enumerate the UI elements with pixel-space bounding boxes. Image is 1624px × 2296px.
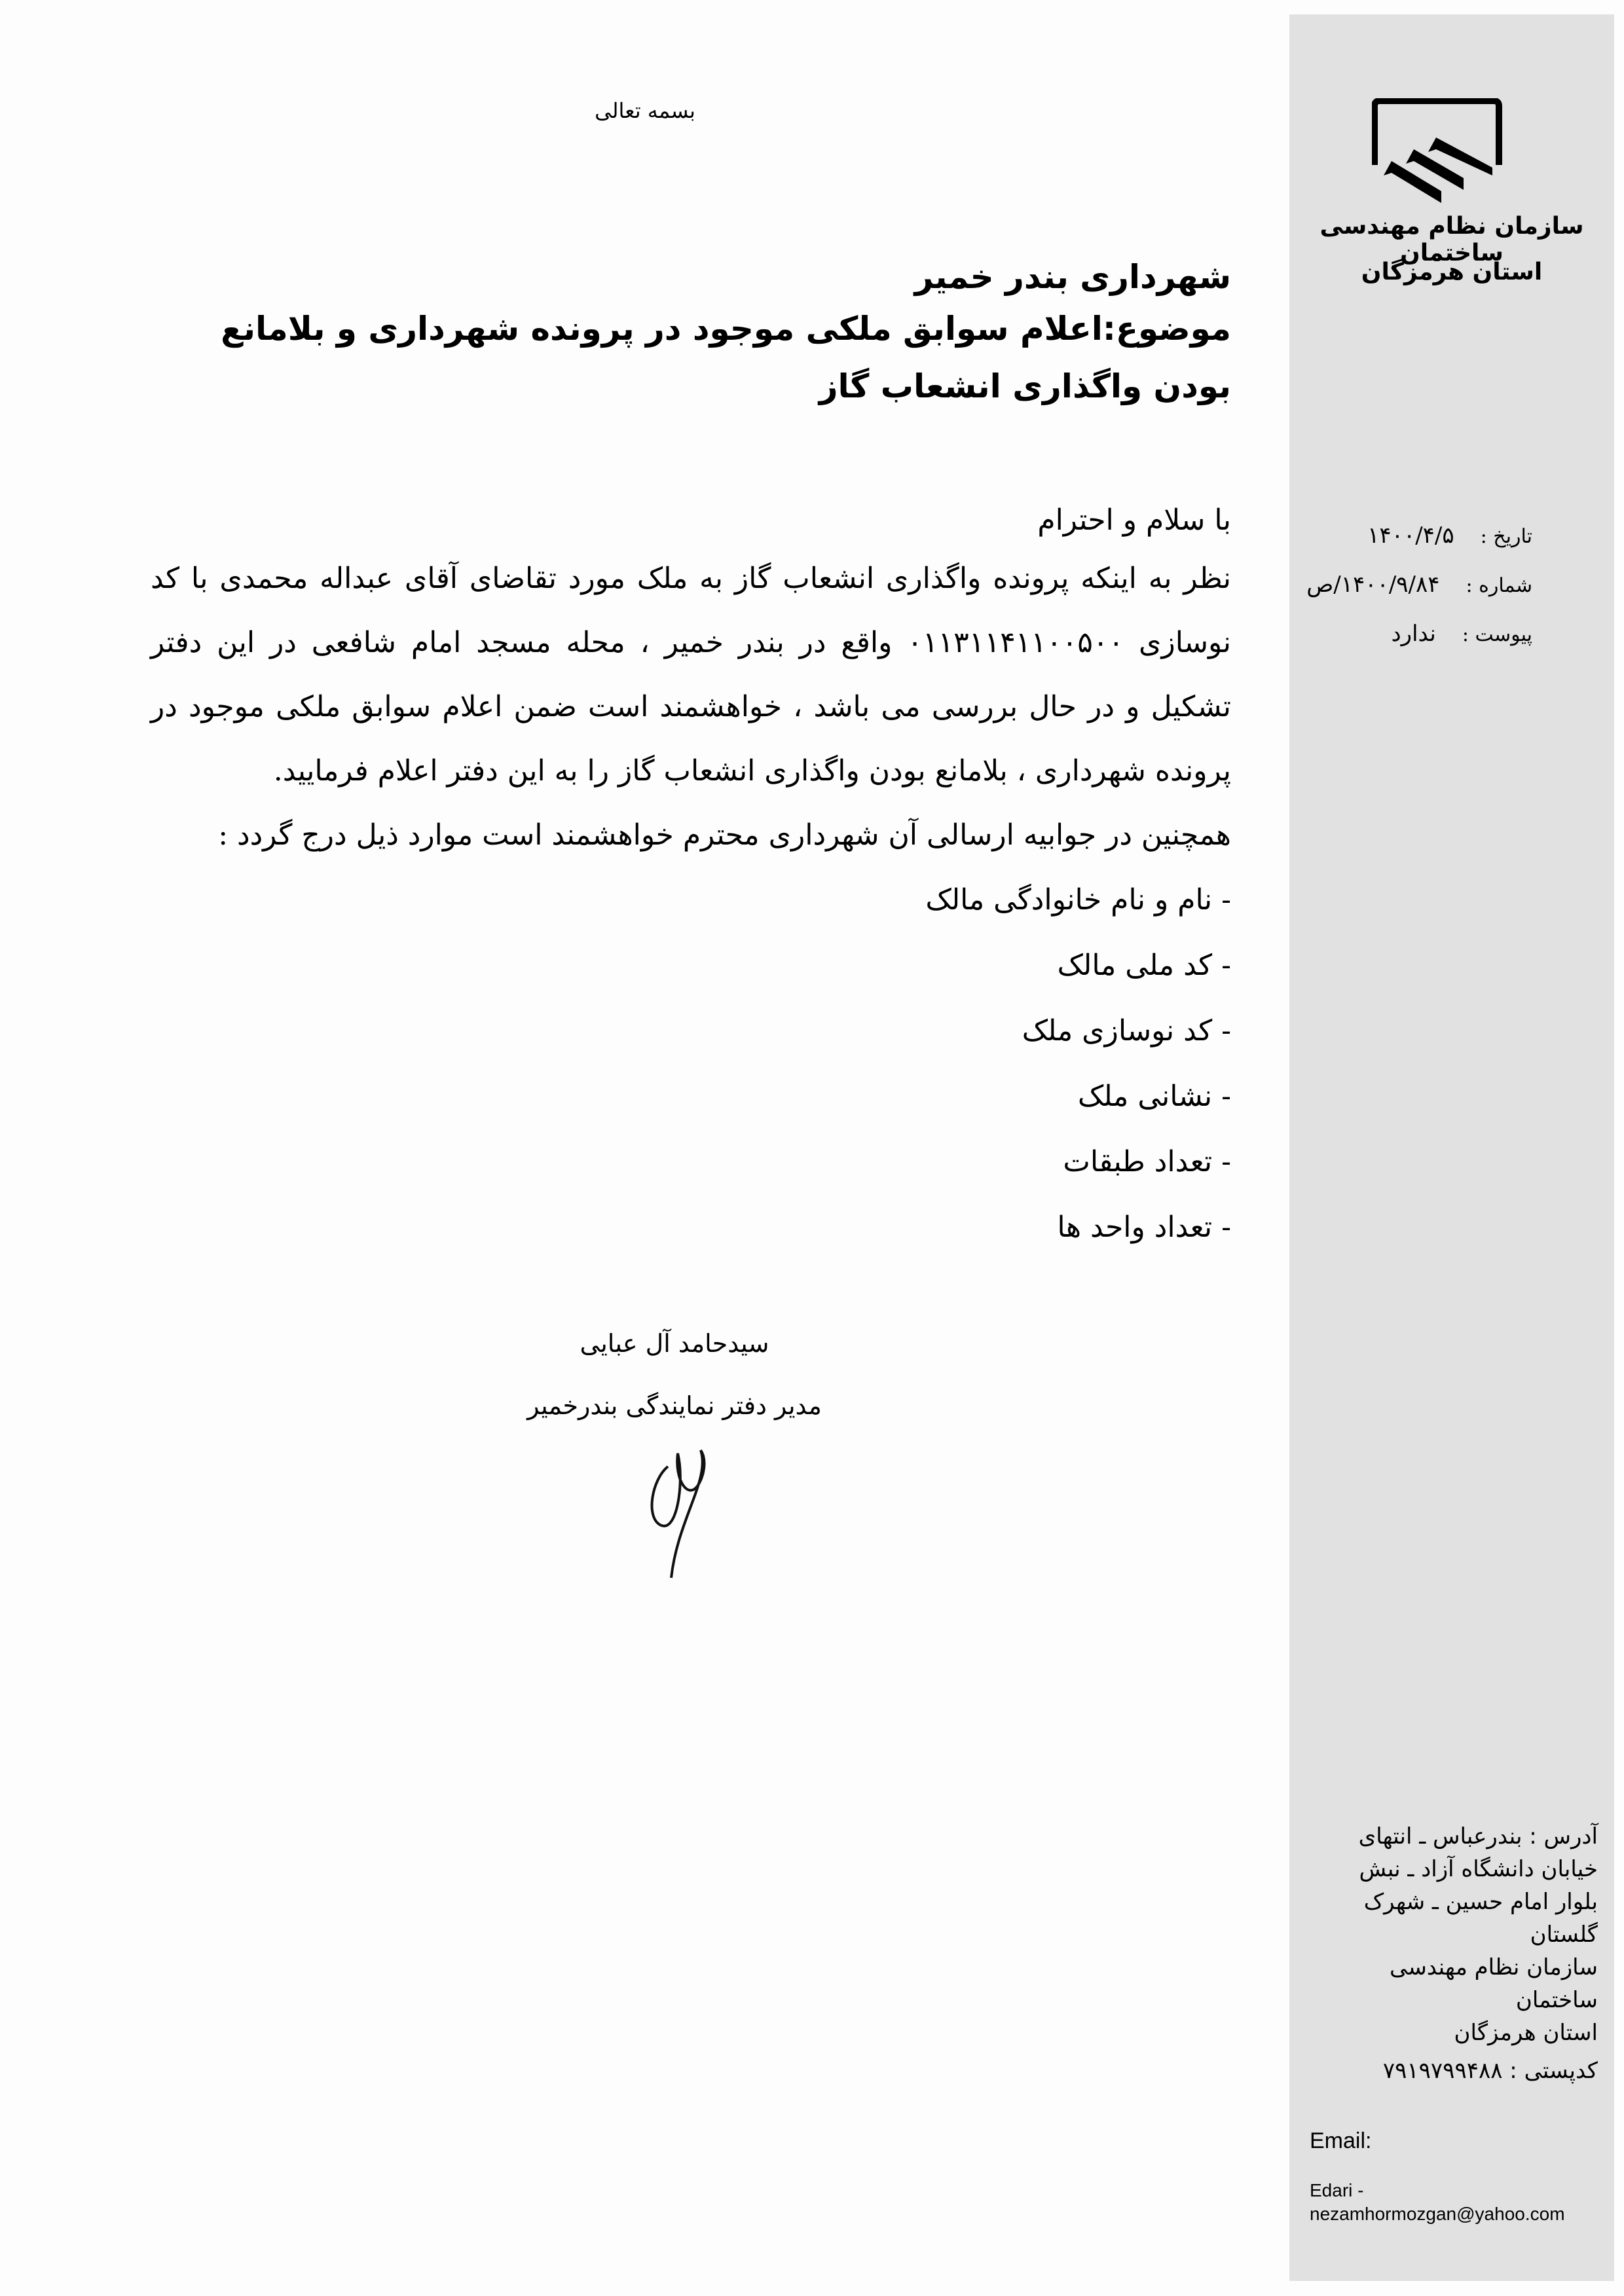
handwritten-signature [638,1440,730,1584]
organization-logo-icon [1372,98,1503,203]
list-item: - نشانی ملک [1077,1080,1231,1113]
number-label: شماره : [1466,574,1532,597]
signature-block [511,1313,838,1437]
address-line: استان هرمزگان [1454,2020,1598,2046]
address-block [1310,1820,1598,2087]
date-row [1244,522,1532,549]
email-label: Email: [1310,2128,1372,2153]
date-value: ۱۴۰۰/۴/۵ [1367,522,1454,549]
subject: موضوع:اعلام سوابق ملکی موجود در پرونده شهرداری و بلامانع بودن واگذاری انشعاب گاز [221,310,1231,405]
date-label: تاریخ : [1480,525,1532,548]
attachment-label: پیوست : [1462,623,1532,646]
attachment-value: ندارد [1391,621,1436,647]
number-row [1244,572,1532,598]
list-item: - تعداد طبقات [1063,1145,1231,1178]
list-item: - نام و نام خانوادگی مالک [925,883,1231,917]
address-line: خیابان دانشگاه آزاد ـ نبش [1359,1856,1598,1882]
list-item: - کد نوسازی ملک [1022,1014,1231,1048]
org-name: سازمان نظام مهندسی ساختمان [1320,213,1584,266]
invocation: بسمه تعالی [595,98,695,123]
request-intro: همچنین در جوابیه ارسالی آن شهرداری محترم خواهشمند است موارد ذیل درج گردد : [218,818,1231,852]
email-address[interactable]: Edari - nezamhormozgan@yahoo.com [1310,2180,1565,2224]
recipient: شهرداری بندر خمیر [914,258,1231,296]
signatory-name: سیدحامد آل عبایی [580,1329,769,1358]
number-value: ۱۴۰۰/۹/۸۴/ص [1306,572,1440,598]
address-line: گلستان [1530,1922,1598,1948]
body-paragraph: نظر به اینکه پرونده واگذاری انشعاب گاز به ملک مورد تقاضای آقای عبداله محمدی با کد نوسازی ۰۱۱۳۱۱۴۱۱۰۰۵۰۰ واقع در بندر خمیر ، محله مسجد امام شافعی در این دفتر تشکیل و در حال بررسی می باشد ، خواهشمند است ضمن اعلام سوابق ملکی موجود در پرونده شهرداری ، بلامانع بودن واگذاری انشعاب گاز را به این دفتر اعلام فرمایید. [151,562,1231,788]
list-item: - کد ملی مالک [1057,949,1231,982]
org-province: استان هرمزگان [1361,259,1543,285]
sidebar-footer [1310,1820,1598,2226]
letter-header [151,254,1231,415]
address-line: آدرس : بندرعباس ـ انتهای [1358,1823,1598,1850]
address-line: سازمان نظام مهندسی ساختمان [1389,1954,1598,2013]
address-line: بلوار امام حسین ـ شهرک [1363,1889,1598,1915]
letter-body [151,494,1231,1260]
list-item: - تعداد واحد ها [1057,1211,1231,1244]
attachment-row [1244,621,1532,647]
signatory-title: مدیر دفتر نمایندگی بندرخمیر [527,1391,822,1420]
postal-code: کدپستی : ۷۹۱۹۷۹۹۴۸۸ [1382,2058,1598,2084]
greeting: با سلام و احترام [1037,503,1231,537]
